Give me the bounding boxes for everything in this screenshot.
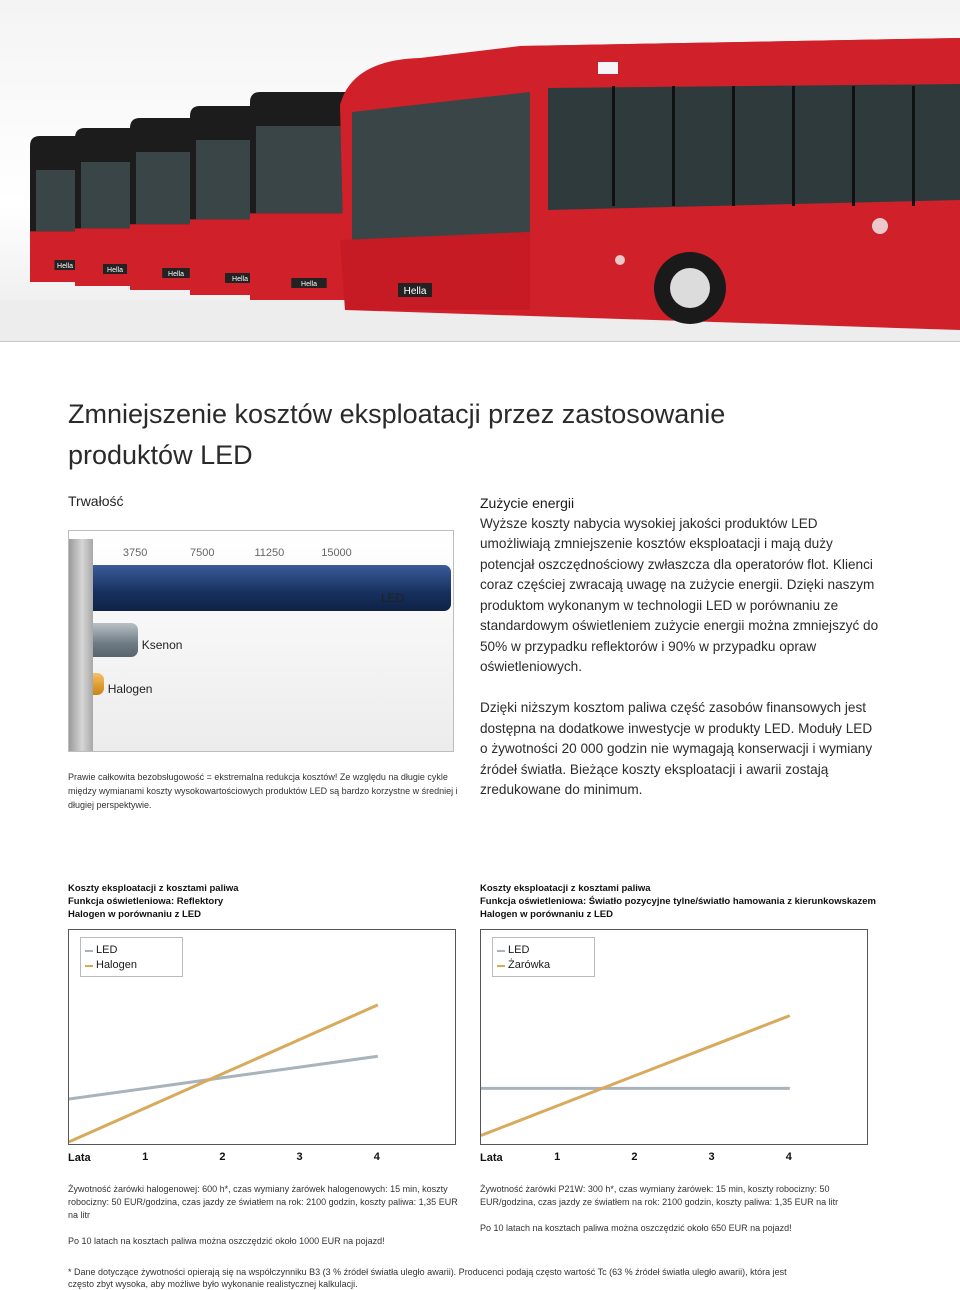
x-tick-label: 2 xyxy=(219,1151,226,1163)
bus-plate-text: Hella xyxy=(232,276,248,283)
x-tick-label: 3750 xyxy=(122,547,148,559)
cost-left-line-3: Halogen w porównaniu z LED xyxy=(68,909,201,920)
x-tick-label: 4 xyxy=(785,1151,792,1163)
bar-label-led: LED xyxy=(381,591,405,605)
legend-swatch-led xyxy=(497,950,505,952)
cost-left-line-2: Funkcja oświetleniowa: Reflektory xyxy=(68,896,224,907)
cost-left-line-1: Koszty eksploatacji z kosztami paliwa xyxy=(68,883,239,894)
energy-heading: Zużycie energii xyxy=(480,495,575,511)
window-pillar xyxy=(792,86,795,206)
main-bus-logo xyxy=(598,62,618,74)
chart-wall xyxy=(69,539,93,751)
window-pillar xyxy=(852,86,855,206)
bus-fleet-illustration xyxy=(0,0,960,342)
legend-swatch-bulb xyxy=(497,965,505,967)
cost-right-heading xyxy=(480,882,876,921)
cost-right-footer-2: Po 10 latach na kosztach paliwa można oszczędzić około 650 EUR na pojazd! xyxy=(480,1223,792,1233)
main-bus-roof xyxy=(520,38,960,82)
legend-label: Żarówka xyxy=(508,959,551,971)
energy-paragraph-1: Wyższe koszty nabycia wysokiej jakości produktów LED umożliwiają zmniejszenie kosztów eksploatacji i mają duży potencjał oszczędnościowy zwłaszcza dla operatorów flot. Klienci coraz częściej zwracają uwagę na zużycie energii. Dzięki naszym produktom wykonanym w technologii LED w porównaniu ze standardowym oświetleniem zużycie energii można zmniejszyć do 50% w przypadku reflektorów i 90% w przypadku opraw oświetleniowych. xyxy=(480,515,879,674)
bar-halogen xyxy=(93,673,104,695)
page-title: Zmniejszenie kosztów eksploatacji przez zastosowanie produktów LED xyxy=(68,399,726,470)
legend-label: LED xyxy=(508,944,530,956)
series-line-0 xyxy=(69,1056,378,1099)
durability-heading: Trwałość xyxy=(68,493,124,509)
main-bus-side-windows xyxy=(548,84,960,210)
cost-left-heading xyxy=(68,882,239,921)
x-tick-label: 1 xyxy=(142,1151,149,1163)
footnote: * Dane dotyczące żywotności opierają się na współczynniku B3 (3 % źródeł światła uległo awarii). Producenci podają często wartość Tc (63 % źródeł światła uległo awarii), która jest często zbyt wysoka, aby możliwe było wykonanie realistycznej kalkulacji. xyxy=(68,1267,787,1289)
legend-item xyxy=(85,943,182,958)
bus-plate-text: Hella xyxy=(57,263,73,270)
cost-right-footer xyxy=(480,1183,872,1248)
window-pillar xyxy=(672,86,675,206)
bus-plate-text: Hella xyxy=(301,281,317,288)
legend-swatch-halogen xyxy=(85,965,93,967)
bar-label-ksenon: Ksenon xyxy=(141,638,183,652)
main-bus-windshield xyxy=(352,92,530,240)
x-tick-label: 7500 xyxy=(190,547,215,559)
bar-ksenon xyxy=(93,623,138,657)
sparkle xyxy=(872,218,888,234)
series-line-1 xyxy=(69,1005,378,1142)
cost-right-line-2: Funkcja oświetleniowa: Światło pozycyjne tylne/światło hamowania z kierunkowskazem xyxy=(480,896,876,907)
cost-right-legend xyxy=(492,937,595,977)
x-tick-label: 11250 xyxy=(254,547,285,559)
cost-right-chart xyxy=(480,929,868,1145)
durability-chart xyxy=(68,530,454,752)
sparkle xyxy=(615,255,625,265)
cost-right-line-1: Koszty eksploatacji z kosztami paliwa xyxy=(480,883,651,894)
main-bus-bumper xyxy=(340,232,530,310)
cost-left-footer xyxy=(68,1183,460,1261)
x-tick-label: 1 xyxy=(554,1151,561,1163)
legend-label: LED xyxy=(96,944,118,956)
bus-plate-text: Hella xyxy=(168,271,184,278)
legend-item xyxy=(85,958,182,973)
energy-paragraph-2: Dzięki niższym kosztom paliwa część zasobów finansowych jest dostępna na dodatkowe inwestycje w produkty LED. Moduły LED o żywotności 20 000 godzin nie wymagają konserwacji i wymiany źródeł światła. Bieżące koszty eksploatacji i awarii zostają zredukowane do minimum. xyxy=(480,700,873,797)
window-pillar xyxy=(912,86,915,206)
x-tick-label: 2 xyxy=(631,1151,638,1163)
bus-front-main xyxy=(340,38,960,330)
x-tick-label: 3 xyxy=(708,1151,715,1163)
main-bus-plate-text: Hella xyxy=(403,286,427,297)
cost-right-footer-1: Żywotność żarówki P21W: 300 h*, czas wymiany żarówek: 15 min, koszty robocizny: 50 EUR/godzina, czas jazdy ze światłem na rok: 2100 godzin, koszty paliwa: 1,35 EUR na litr xyxy=(480,1184,839,1207)
legend-label: Halogen xyxy=(96,959,137,971)
cost-left-footer-1: Żywotność żarówki halogenowej: 600 h*, czas wymiany żarówek halogenowych: 15 min, koszty robocizny: 50 EUR/godzina, czas jazdy ze światłem na rok: 2100 godzin, koszty paliwa: 1,35 EUR na litr xyxy=(68,1184,458,1220)
window-pillar xyxy=(732,86,735,206)
energy-section xyxy=(480,493,880,821)
cost-left-chart xyxy=(68,929,456,1145)
hero-image xyxy=(0,0,960,342)
legend-swatch-led xyxy=(85,950,93,952)
cost-left-legend xyxy=(80,937,183,977)
window-pillar xyxy=(612,86,615,206)
cost-right-line-3: Halogen w porównaniu z LED xyxy=(480,909,613,920)
legend-item xyxy=(497,943,594,958)
legend-item xyxy=(497,958,594,973)
x-tick-label: 4 xyxy=(373,1151,380,1163)
cost-right-axis-label: Lata xyxy=(480,1152,503,1164)
hero-divider xyxy=(0,341,960,342)
series-line-1 xyxy=(481,1016,790,1136)
cost-left-footer-2: Po 10 latach na kosztach paliwa można oszczędzić około 1000 EUR na pojazd! xyxy=(68,1236,385,1246)
x-tick-label: 3 xyxy=(296,1151,303,1163)
x-tick-label: 15000 xyxy=(321,547,352,559)
bar-label-halogen: Halogen xyxy=(107,682,153,696)
cost-left-axis-label: Lata xyxy=(68,1152,91,1164)
durability-note: Prawie całkowita bezobsługowość = ekstremalna redukcja kosztów! Ze względu na długie cykle między wymianami koszty wysokowartościowych produktów LED są bardzo korzystne w średniej i długiej perspektywie. xyxy=(68,772,458,810)
hubcap xyxy=(670,268,710,308)
bus-plate-text: Hella xyxy=(107,267,123,274)
